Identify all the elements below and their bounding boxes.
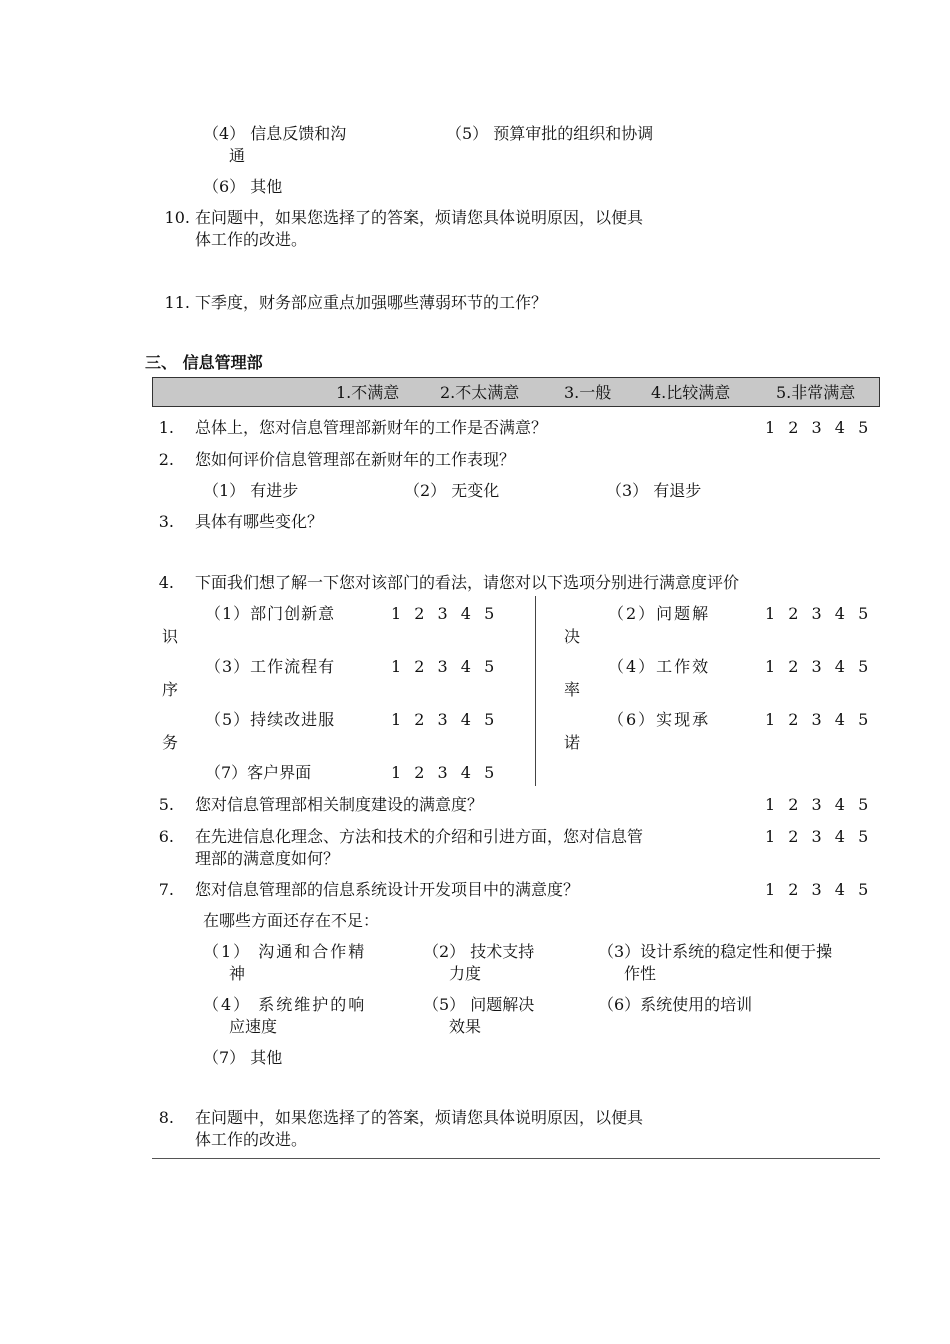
rating-scale-header — [152, 377, 880, 407]
q6-score[interactable]: 1 2 3 4 5 — [765, 827, 869, 846]
q4-text: 下面我们想了解一下您对该部门的看法，请您对以下选项分别进行满意度评价 — [195, 573, 740, 592]
q4-item-4-a: （4）工作效 — [608, 657, 711, 676]
q5-number: 5. — [158, 795, 174, 814]
q11-number: 11. — [164, 293, 190, 312]
q2-option-3[interactable]: （3） 有退步 — [606, 481, 702, 500]
q7-option-2-b: 力度 — [449, 964, 482, 983]
q4-item-6-a: （6）实现承 — [608, 710, 711, 729]
q4-item-2-a: （2）问题解 — [608, 604, 711, 623]
q4-item-4-b: 率 — [564, 680, 581, 699]
option-6: （6） 其他 — [203, 177, 283, 196]
q7-option-3-a[interactable]: （3）设计系统的稳定性和便于操 — [598, 942, 833, 961]
q5-score[interactable]: 1 2 3 4 5 — [765, 795, 869, 814]
q4-item-2-b: 决 — [564, 627, 581, 646]
q4-item-5-b: 务 — [162, 733, 179, 752]
section-title: 三、 信息管理部 — [145, 353, 263, 372]
bottom-rule — [152, 1158, 880, 1159]
q10-line1: 在问题中，如果您选择了的答案，烦请您具体说明原因，以便具 — [195, 208, 644, 227]
q3-number: 3. — [158, 512, 174, 531]
q1-text: 总体上，您对信息管理部新财年的工作是否满意？ — [195, 418, 548, 437]
q1-score[interactable]: 1 2 3 4 5 — [765, 418, 869, 437]
q11-text: 下季度，财务部应重点加强哪些薄弱环节的工作？ — [195, 293, 548, 312]
q7-option-1-a[interactable]: （1） 沟通和合作精 — [203, 942, 367, 961]
q7-text: 您对信息管理部的信息系统设计开发项目中的满意度？ — [195, 880, 580, 899]
q4-item-5-score[interactable]: 1 2 3 4 5 — [391, 710, 495, 729]
q4-number: 4. — [158, 573, 174, 592]
q7-option-4-b: 应速度 — [229, 1017, 278, 1036]
q1-number: 1. — [158, 418, 174, 437]
option-4-line1: （4） 信息反馈和沟 — [203, 124, 347, 143]
q4-item-4-score[interactable]: 1 2 3 4 5 — [765, 657, 869, 676]
q2-text: 您如何评价信息管理部在新财年的工作表现？ — [195, 450, 516, 469]
q4-item-3-a: （3）工作流程有 — [205, 657, 336, 676]
scale-5: 5.非常满意 — [776, 383, 856, 402]
q8-line2: 体工作的改进。 — [195, 1130, 308, 1149]
q4-item-6-score[interactable]: 1 2 3 4 5 — [765, 710, 869, 729]
q6-line2: 理部的满意度如何？ — [195, 849, 340, 868]
q4-item-1-a: （1）部门创新意 — [205, 604, 336, 623]
q7-option-5-a[interactable]: （5） 问题解决 — [423, 995, 535, 1014]
q7-number: 7. — [158, 880, 174, 899]
q4-item-1-score[interactable]: 1 2 3 4 5 — [391, 604, 495, 623]
q10-number: 10. — [164, 208, 190, 227]
q4-item-5-a: （5）持续改进服 — [205, 710, 336, 729]
q2-number: 2. — [158, 450, 174, 469]
q4-item-3-score[interactable]: 1 2 3 4 5 — [391, 657, 495, 676]
q5-text: 您对信息管理部相关制度建设的满意度？ — [195, 795, 484, 814]
q4-item-1-b: 识 — [162, 627, 179, 646]
option-5: （5） 预算审批的组织和协调 — [446, 124, 654, 143]
q4-item-3-b: 序 — [162, 680, 179, 699]
q4-item-2-score[interactable]: 1 2 3 4 5 — [765, 604, 869, 623]
q4-item-6-b: 诺 — [564, 733, 581, 752]
option-4-line2: 通 — [229, 146, 246, 165]
q7-score[interactable]: 1 2 3 4 5 — [765, 880, 869, 899]
q7-option-1-b: 神 — [229, 964, 246, 983]
q7-option-6[interactable]: （6）系统使用的培训 — [598, 995, 753, 1014]
q7-subtitle: 在哪些方面还存在不足： — [203, 911, 380, 930]
q7-option-4-a[interactable]: （4） 系统维护的响 — [203, 995, 367, 1014]
q7-option-3-b: 作性 — [624, 964, 657, 983]
scale-2: 2.不太满意 — [440, 383, 520, 402]
q4-item-7: （7）客户界面 — [205, 763, 312, 782]
q2-option-2[interactable]: （2） 无变化 — [404, 481, 500, 500]
q8-line1: 在问题中，如果您选择了的答案，烦请您具体说明原因，以便具 — [195, 1108, 644, 1127]
q6-line1: 在先进信息化理念、方法和技术的介绍和引进方面，您对信息管 — [195, 827, 644, 846]
q10-line2: 体工作的改进。 — [195, 230, 308, 249]
q8-number: 8. — [158, 1108, 174, 1127]
q7-option-7[interactable]: （7） 其他 — [203, 1048, 283, 1067]
scale-4: 4.比较满意 — [651, 383, 731, 402]
q3-text: 具体有哪些变化？ — [195, 512, 324, 531]
q6-number: 6. — [158, 827, 174, 846]
q7-option-2-a[interactable]: （2） 技术支持 — [423, 942, 535, 961]
scale-1: 1.不满意 — [336, 383, 400, 402]
q2-option-1[interactable]: （1） 有进步 — [203, 481, 299, 500]
column-divider — [535, 596, 536, 786]
q4-item-7-score[interactable]: 1 2 3 4 5 — [391, 763, 495, 782]
scale-3: 3.一般 — [564, 383, 612, 402]
q7-option-5-b: 效果 — [449, 1017, 482, 1036]
